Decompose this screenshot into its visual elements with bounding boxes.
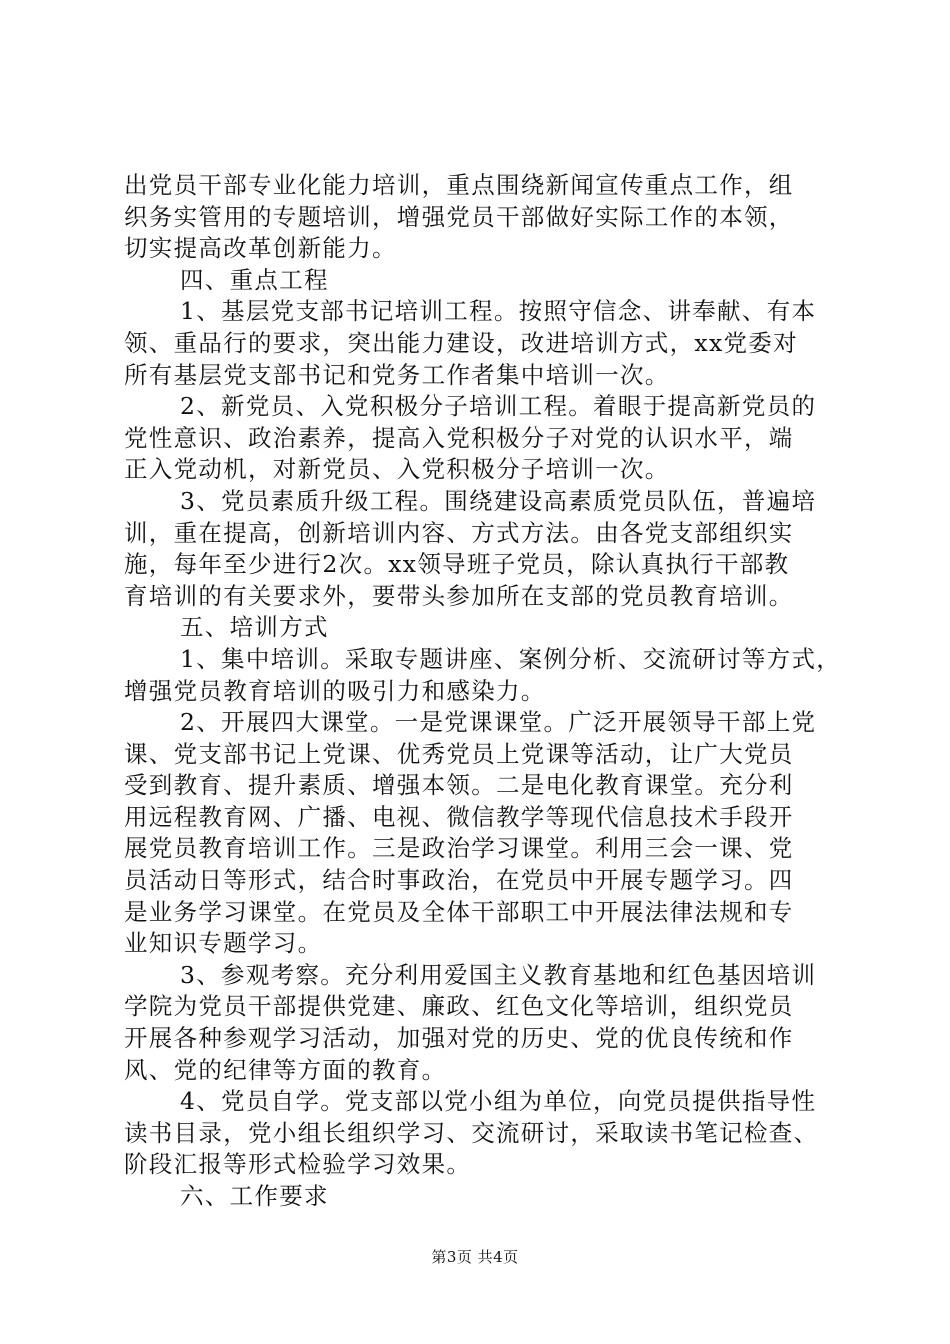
text-line: 读书目录，党小组长组织学习、交流研讨，采取读书笔记检查、 <box>124 1118 819 1147</box>
text-line: 4、党员自学。党支部以党小组为单位，向党员提供指导性 <box>180 1087 817 1116</box>
text-line: 学院为党员干部提供党建、廉政、红色文化等培训，组织党员 <box>124 992 794 1021</box>
text-line: 所有基层党支部书记和党务工作者集中培训一次。 <box>124 360 670 389</box>
text-line: 阶段汇报等形式检验学习效果。 <box>124 1150 472 1179</box>
text-line: 是业务学习课堂。在党员及全体干部职工中开展法律法规和专 <box>124 897 794 926</box>
text-line: 开展各种参观学习活动，加强对党的历史、党的优良传统和作 <box>124 1024 794 1053</box>
document-body <box>124 170 842 1213</box>
text-line: 增强党员教育培训的吸引力和感染力。 <box>124 676 546 705</box>
text-line: 业知识专题学习。 <box>124 929 323 958</box>
text-line: 四、重点工程 <box>180 265 329 294</box>
text-line: 六、工作要求 <box>180 1182 329 1210</box>
text-line: 展党员教育培训工作。三是政治学习课堂。利用三会一课、党 <box>124 834 794 863</box>
text-line: 施，每年至少进行2次。xx领导班子党员，除认真执行干部教 <box>124 550 790 579</box>
text-line: 风、党的纪律等方面的教育。 <box>124 1055 447 1084</box>
text-line: 正入党动机，对新党员、入党积极分子培训一次。 <box>124 455 670 484</box>
text-line: 课、党支部书记上党课、优秀党员上党课等活动，让广大党员 <box>124 739 794 768</box>
text-line: 2、开展四大课堂。一是党课课堂。广泛开展领导干部上党 <box>180 708 817 737</box>
text-line: 五、培训方式 <box>180 613 329 642</box>
text-line: 3、参观考察。充分利用爱国主义教育基地和红色基因培训 <box>180 960 817 989</box>
text-line: 出党员干部专业化能力培训，重点围绕新闻宣传重点工作，组 <box>124 171 794 199</box>
text-line: 员活动日等形式，结合时事政治，在党员中开展专题学习。四 <box>124 866 794 895</box>
text-line: 织务实管用的专题培训，增强党员干部做好实际工作的本领， <box>124 202 794 231</box>
text-line: 用远程教育网、广播、电视、微信教学等现代信息技术手段开 <box>124 802 794 831</box>
text-line: 3、党员素质升级工程。围绕建设高素质党员队伍，普遍培 <box>180 486 817 515</box>
text-line: 党性意识、政治素养，提高入党积极分子对党的认识水平，端 <box>124 423 794 452</box>
text-line: 育培训的有关要求外，要带头参加所在支部的党员教育培训。 <box>124 581 794 610</box>
text-line: 受到教育、提升素质、增强本领。二是电化教育课堂。充分利 <box>124 771 794 800</box>
text-line: 1、基层党支部书记培训工程。按照守信念、讲奉献、有本 <box>180 297 817 326</box>
text-line: 切实提高改革创新能力。 <box>124 234 397 263</box>
text-line: 2、新党员、入党积极分子培训工程。着眼于提高新党员的 <box>180 392 817 421</box>
text-line: 训，重在提高，创新培训内容、方式方法。由各党支部组织实 <box>124 518 794 547</box>
text-line: 领、重品行的要求，突出能力建设，改进培训方式，xx党委对 <box>124 328 798 357</box>
text-line: 1、集中培训。采取专题讲座、案例分析、交流研讨等方式， <box>180 644 842 673</box>
page-footer: 第3页 共4页 <box>431 1248 519 1266</box>
